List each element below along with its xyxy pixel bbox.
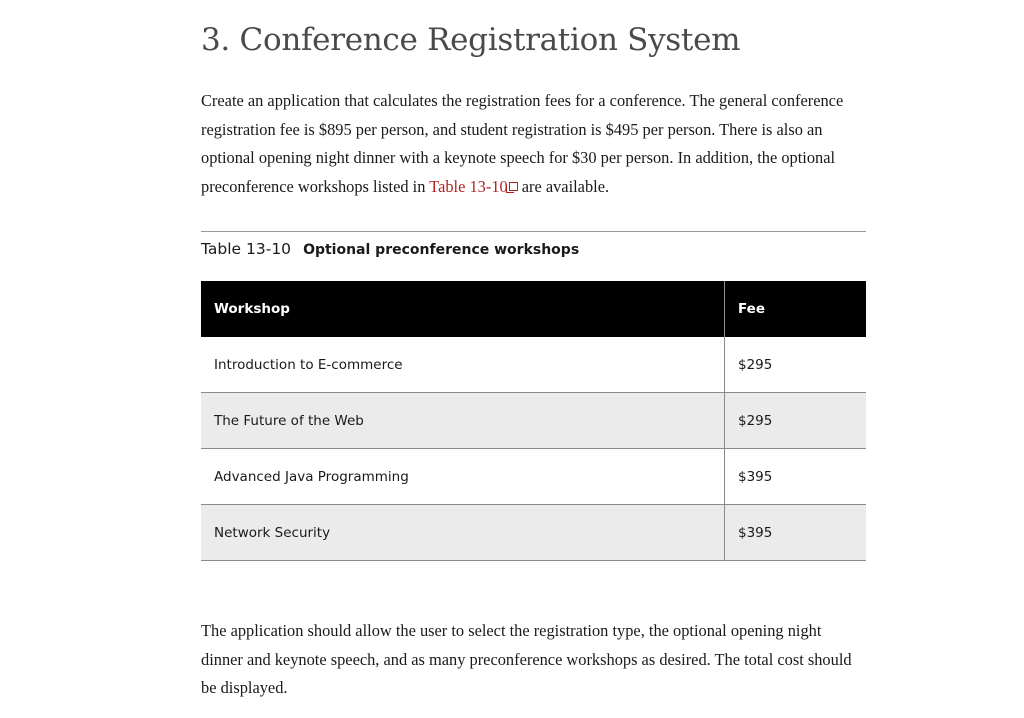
table-row [201,337,866,393]
table-title: Optional preconference workshops [303,242,580,258]
table-caption [201,240,579,259]
closing-paragraph: The application should allow the user to select the registration type, the optional opening night dinner and keynote speech, and as many preconference workshops as desired. The total cost should be displayed. [201,621,852,698]
intro-text: Create an application that calculates the registration fees for a conference. The general conference registration fee is $895 per person, and student registration is $495 per person. There is also an optional opening night dinner with a keynote speech for $30 per person. In addition, the optional preconference workshops listed in [201,91,844,197]
cross-reference-icon[interactable] [509,182,518,191]
fee-cell: $295 [725,393,867,449]
table-row [201,449,866,505]
workshop-cell: The Future of the Web [201,393,725,449]
section-heading: 3. Conference Registration System [201,22,741,58]
fee-cell: $395 [725,505,867,561]
table-top-rule [201,231,866,232]
fee-cell: $295 [725,337,867,393]
workshop-cell: Network Security [201,505,725,561]
table-number: Table 13-10 [201,240,292,258]
workshop-cell: Introduction to E-commerce [201,337,725,393]
intro-paragraph [201,87,866,202]
intro-text-end: are available. [521,177,610,197]
header-fee: Fee [725,281,867,337]
table-reference-link[interactable]: Table 13-10 [429,177,508,197]
header-workshop: Workshop [201,281,725,337]
workshop-cell: Advanced Java Programming [201,449,725,505]
fee-cell: $395 [725,449,867,505]
table-row [201,505,866,561]
table-header-row [201,281,866,337]
table-row [201,393,866,449]
workshops-table [201,281,866,561]
